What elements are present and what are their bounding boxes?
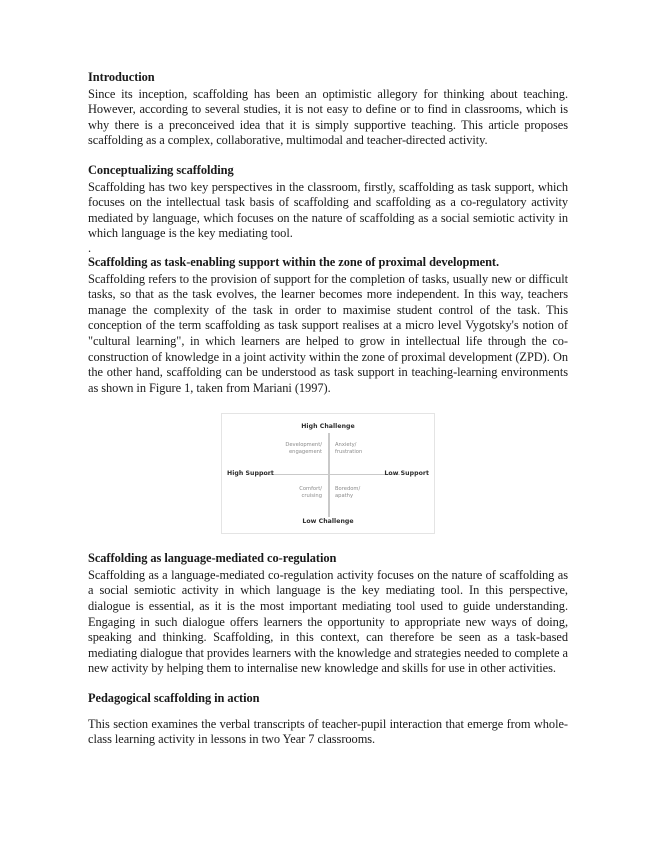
- heading-pedagogical-scaffolding-in-action: Pedagogical scaffolding in action: [88, 691, 260, 706]
- figure-label-high-challenge: High Challenge: [301, 423, 355, 431]
- figure-quadrant-comfort-cruising: Comfort/ cruising: [299, 486, 322, 500]
- figure-1-wrapper: [88, 413, 568, 534]
- heading-task-enabling-support: Scaffolding as task-enabling support within the zone of proximal development.: [88, 254, 500, 269]
- stray-period-mark: .: [88, 240, 92, 255]
- heading-language-mediated-co-regulation: Scaffolding as language-mediated co-regulation: [88, 551, 337, 566]
- paragraph-task-enabling-support: Scaffolding refers to the provision of support for the completion of tasks, usually new or difficult tasks, so that as the task evolves, the learner becomes more independent. In this way, teachers manage the complexity of the task in order to maximise student control of the task. This conception of the term scaffolding as task support realises at a micro level Vygotsky's notion of "cultural learning", in which learners are helped to grow in intellectual life through the co-construction of knowledge in a joint activity within the zone of proximal development (ZPD). On the other hand, scaffolding can be understood as task support in teaching-learning environments as shown in Figure 1, taken from Mariani (1997).: [88, 271, 568, 395]
- paragraph-introduction: Since its inception, scaffolding has been an optimistic allegory for thinking about teaching. However, according to several studies, it is not easy to define or to find in classrooms, which is why there is a preconceived idea that it is simply supportive teaching. This article proposes scaffolding as a complex, collaborative, multimodal and teacher-directed activity.: [88, 86, 568, 148]
- figure-quadrant-anxiety-frustration: Anxiety/ frustration: [335, 442, 363, 456]
- spacer: [88, 396, 568, 413]
- figure-1-challenge-support-matrix: [221, 413, 435, 534]
- paragraph-language-mediated-co-regulation: Scaffolding as a language-mediated co-regulation activity focuses on the nature of scaffolding as a social semiotic activity in which language is the key mediating tool. In this perspective, dialogue is essential, as it is the most important mediating tool used to guide understanding. Engaging in such dialogue offers learners the opportunity to appropriate new ways of doing, speaking and thinking. Scaffolding, in this context, can therefore be seen as a task-based mediating dialogue that provides learners with the knowledge and strategies needed to complete a new activity by helping them to internalise new knowledge and skills for use in other activities.: [88, 567, 568, 676]
- figure-horizontal-axis-line: [257, 474, 400, 475]
- spacer: [88, 677, 568, 691]
- figure-label-low-challenge: Low Challenge: [302, 518, 354, 526]
- figure-label-high-support: High Support: [227, 470, 274, 478]
- spacer: [88, 149, 568, 163]
- spacer: [88, 708, 568, 717]
- paragraph-pedagogical-scaffolding-in-action: This section examines the verbal transcripts of teacher-pupil interaction that emerge from whole-class learning activity in lessons in two Year 7 classrooms.: [88, 716, 568, 747]
- heading-introduction: Introduction: [88, 70, 155, 84]
- figure-label-low-support: Low Support: [384, 470, 429, 478]
- paragraph-conceptualizing-scaffolding: Scaffolding has two key perspectives in the classroom, firstly, scaffolding as task support, which focuses on the intellectual task basis of scaffolding and scaffolding as a co-regulatory activity mediated by language, which focuses on the nature of scaffolding as a social semiotic activity in which language is the key mediating tool.: [88, 179, 568, 241]
- spacer: [88, 534, 568, 551]
- heading-conceptualizing-scaffolding: Conceptualizing scaffolding: [88, 162, 234, 177]
- figure-vertical-axis-line: [328, 433, 330, 517]
- document-body: [88, 70, 568, 748]
- figure-quadrant-boredom-apathy: Boredom/ apathy: [335, 486, 361, 500]
- figure-quadrant-development-engagement: Development/ engagement: [285, 442, 322, 456]
